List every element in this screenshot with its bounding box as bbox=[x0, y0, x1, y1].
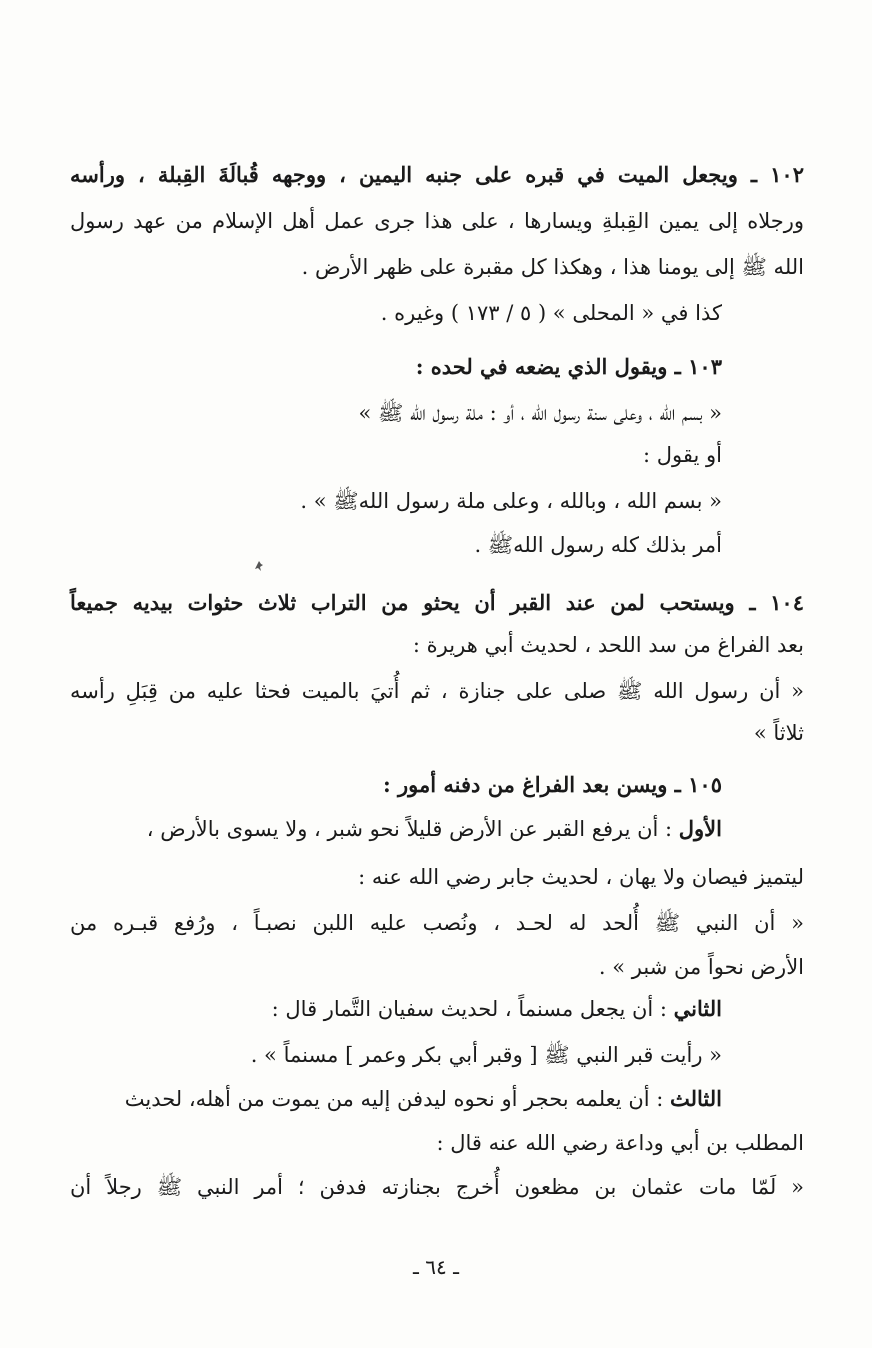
ink-speck bbox=[254, 560, 264, 572]
page-number: ـ ٦٤ ـ bbox=[413, 1255, 459, 1279]
text-line bbox=[125, 1084, 722, 1116]
text-line: ١٠٢ ـ ويجعل الميت في قبره على جنبه اليمين ، ووجهه قُبالَةَ القِبلة ، ورأسه bbox=[70, 162, 804, 187]
item-text: : أن يعلمه بحجر أو نحوه ليدفن إليه من يموت من أهله، لحديث bbox=[124, 1087, 670, 1111]
item-label: الثاني bbox=[673, 996, 722, 1021]
text-line bbox=[272, 994, 722, 1026]
text-line: ثلاثاً » bbox=[753, 721, 804, 745]
text-line: ليتميز فيصان ولا يهان ، لحديث جابر رضي الله عنه : bbox=[358, 865, 804, 889]
text-line: ١٠٥ ـ ويسن بعد الفراغ من دفنه أمور : bbox=[382, 772, 722, 797]
text-line: الله ﷺ إلى يومنا هذا ، وهكذا كل مقبرة على ظهر الأرض . bbox=[301, 255, 804, 279]
text-line: ١٠٣ ـ ويقول الذي يضعه في لحده : bbox=[415, 354, 722, 379]
text-line: المطلب بن أبي وداعة رضي الله عنه قال : bbox=[436, 1131, 804, 1155]
text-line: الأرض نحواً من شبر » . bbox=[598, 955, 804, 979]
text-line: أمر بذلك كله رسول اللهﷺ . bbox=[474, 533, 722, 557]
text-line: « بسم الله ، وبالله ، وعلى ملة رسول اللهﷺ » . bbox=[300, 489, 722, 513]
item-label: الثالث bbox=[670, 1086, 722, 1111]
item-text: : أن يجعل مسنماً ، لحديث سفيان التَّمار قال : bbox=[271, 997, 674, 1021]
item-text: : أن يرفع القبر عن الأرض قليلاً نحو شبر ، ولا يسوى بالأرض ، bbox=[146, 817, 679, 841]
text-line: « أن النبي ﷺ أُلحد له لحـد ، ونُصب عليه اللبن نصبـاً ، ورُفع قبـره من bbox=[70, 911, 804, 935]
text-line: « لَمّا مات عثمان بن مظعون أُخرج بجنازته فدفن ؛ أمر النبي ﷺ رجلاً أن bbox=[70, 1175, 804, 1199]
text-line: بعد الفراغ من سد اللحد ، لحديث أبي هريرة : bbox=[412, 633, 804, 657]
text-line: ١٠٤ ـ ويستحب لمن عند القبر أن يحثو من التراب ثلاث حثوات بيديه جميعاً bbox=[70, 590, 804, 615]
text-line bbox=[147, 814, 722, 846]
text-line: « رأيت قبر النبي ﷺ [ وقبر أبي بكر وعمر ] مسنماً » . bbox=[250, 1043, 722, 1067]
text-line: كذا في « المحلى » ( ٥ / ١٧٣ ) وغيره . bbox=[380, 301, 722, 325]
text-line: « أن رسول الله ﷺ صلى على جنازة ، ثم أُتيَ بالميت فحثا عليه من قِبَلِ رأسه bbox=[70, 679, 804, 703]
item-label: الأول bbox=[678, 816, 722, 841]
text-line: « بسم الله ، وعلى سنة رسول الله ، أو : ملة رسول الله ﷺ » bbox=[358, 401, 722, 425]
text-line: أو يقول : bbox=[643, 443, 722, 467]
text-line: ورجلاه إلى يمين القِبلةِ ويسارها ، على هذا جرى عمل أهل الإسلام من عهد رسول bbox=[70, 209, 804, 233]
